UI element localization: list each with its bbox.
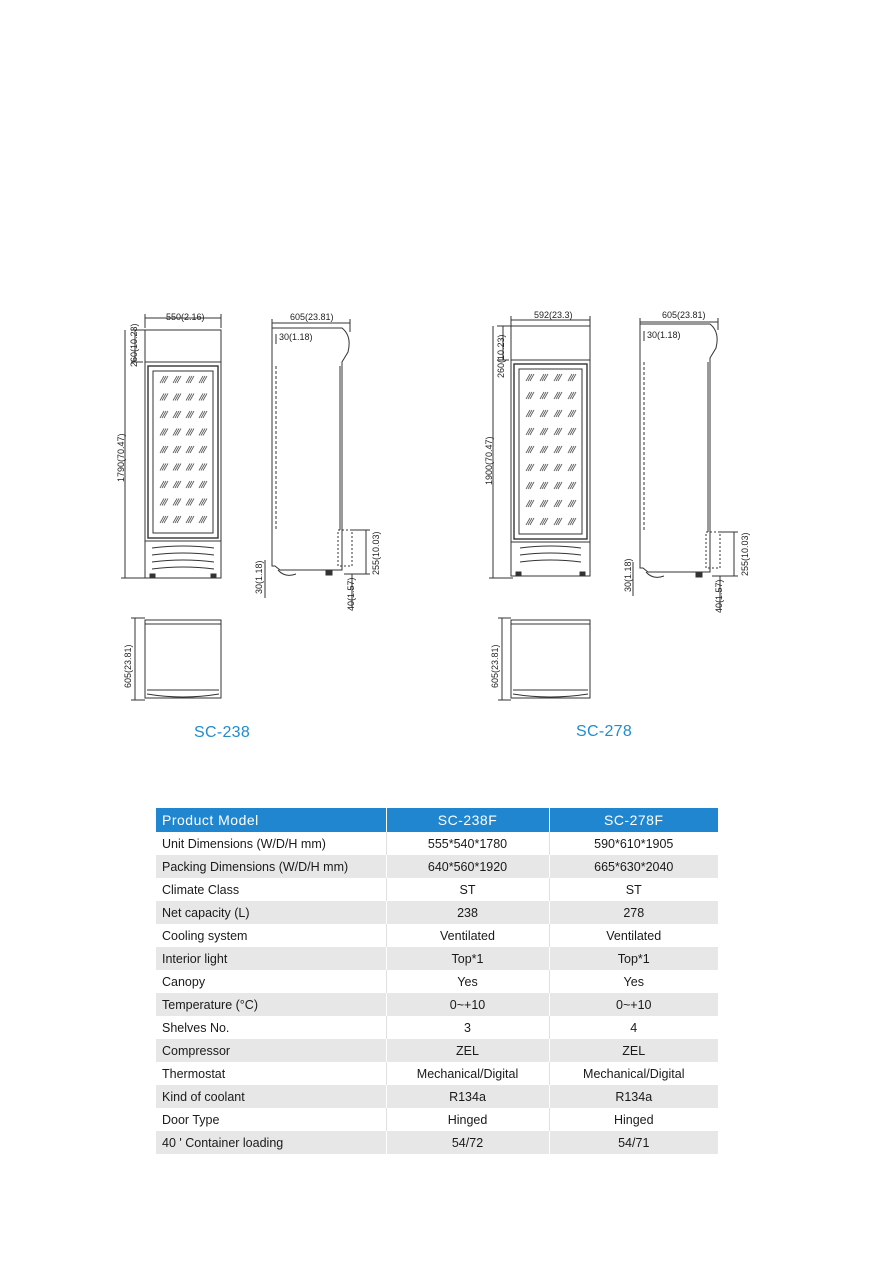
- spec-label: Interior light: [156, 947, 386, 970]
- sc278-canopy-height-dim: 260(10.23): [496, 334, 506, 378]
- table-row: [156, 1085, 718, 1108]
- sc278-base-height-dim: 255(10.03): [740, 532, 750, 576]
- spec-label: Thermostat: [156, 1062, 386, 1085]
- sc238-label: SC-238: [194, 724, 251, 741]
- spec-value: Top*1: [386, 947, 549, 970]
- table-row: [156, 878, 718, 901]
- sc238-base-height-dim: 255(10.03): [371, 531, 381, 575]
- spec-label: Canopy: [156, 970, 386, 993]
- spec-label: Climate Class: [156, 878, 386, 901]
- spec-value: 3: [386, 1016, 549, 1039]
- spec-value: Ventilated: [549, 924, 718, 947]
- spec-label: Kind of coolant: [156, 1085, 386, 1108]
- spec-table: [156, 808, 718, 1154]
- table-row: [156, 901, 718, 924]
- spec-value: 238: [386, 901, 549, 924]
- header-sc278f: SC-278F: [549, 808, 718, 832]
- table-row: [156, 970, 718, 993]
- spec-value: ZEL: [386, 1039, 549, 1062]
- table-row: [156, 1039, 718, 1062]
- sc278-top-depth-dim: 605(23.81): [490, 644, 500, 688]
- header-product-model: Product Model: [156, 808, 386, 832]
- sc278-side-view: [633, 318, 738, 610]
- spec-value: Mechanical/Digital: [549, 1062, 718, 1085]
- spec-label: Shelves No.: [156, 1016, 386, 1039]
- table-row: [156, 1016, 718, 1039]
- sc278-label: SC-278: [576, 723, 633, 740]
- sc238-top-depth-dim: 605(23.81): [123, 644, 133, 688]
- table-row: [156, 1131, 718, 1154]
- spec-value: 640*560*1920: [386, 855, 549, 878]
- sc238-foot-left-dim: 30(1.18): [254, 560, 264, 594]
- sc278-foot-right-dim: 40(1.57): [714, 579, 724, 613]
- spec-value: ZEL: [549, 1039, 718, 1062]
- table-row: [156, 855, 718, 878]
- table-row: [156, 993, 718, 1016]
- spec-label: Unit Dimensions (W/D/H mm): [156, 832, 386, 855]
- spec-value: 555*540*1780: [386, 832, 549, 855]
- spec-value: 54/72: [386, 1131, 549, 1154]
- sc278-side-depth-dim: 605(23.81): [662, 310, 706, 320]
- spec-label: Temperature (°C): [156, 993, 386, 1016]
- header-sc238f: SC-238F: [386, 808, 549, 832]
- table-row: [156, 1108, 718, 1131]
- spec-value: 0~+10: [386, 993, 549, 1016]
- sc238-foot-right-dim: 40(1.57): [346, 577, 356, 611]
- spec-value: Top*1: [549, 947, 718, 970]
- spec-value: R134a: [386, 1085, 549, 1108]
- sc238-canopy-height-dim: 260(10.23): [129, 323, 139, 367]
- sc238-front-width-dim: 550(2.16): [166, 312, 205, 322]
- spec-value: Hinged: [386, 1108, 549, 1131]
- sc238-side-view: [265, 319, 370, 608]
- spec-value: Mechanical/Digital: [386, 1062, 549, 1085]
- table-row: [156, 924, 718, 947]
- spec-value: R134a: [549, 1085, 718, 1108]
- spec-value: Hinged: [549, 1108, 718, 1131]
- spec-label: Cooling system: [156, 924, 386, 947]
- table-row: [156, 947, 718, 970]
- sc238-side-offset-dim: 30(1.18): [279, 332, 313, 342]
- table-row: [156, 1062, 718, 1085]
- sc278-top-view: [498, 618, 590, 700]
- spec-value: 0~+10: [549, 993, 718, 1016]
- spec-value: 4: [549, 1016, 718, 1039]
- spec-value: Ventilated: [386, 924, 549, 947]
- sc278-total-height-dim: 1900(70.47): [484, 436, 494, 485]
- sc278-side-offset-dim: 30(1.18): [647, 330, 681, 340]
- spec-label: Net capacity (L): [156, 901, 386, 924]
- sc238-side-depth-dim: 605(23.81): [290, 312, 334, 322]
- spec-value: 278: [549, 901, 718, 924]
- spec-label: Compressor: [156, 1039, 386, 1062]
- spec-table-header: [156, 808, 718, 832]
- sc238-total-height-dim: 1790(70.47): [116, 433, 126, 482]
- spec-value: 54/71: [549, 1131, 718, 1154]
- spec-value: ST: [549, 878, 718, 901]
- spec-value: Yes: [549, 970, 718, 993]
- spec-label: Packing Dimensions (W/D/H mm): [156, 855, 386, 878]
- spec-value: 665*630*2040: [549, 855, 718, 878]
- spec-label: Door Type: [156, 1108, 386, 1131]
- sc278-front-width-dim: 592(23.3): [534, 310, 573, 320]
- table-row: [156, 832, 718, 855]
- sc278-foot-left-dim: 30(1.18): [623, 558, 633, 592]
- spec-value: ST: [386, 878, 549, 901]
- sc238-top-view: [131, 618, 221, 700]
- spec-label: 40 ' Container loading: [156, 1131, 386, 1154]
- spec-value: Yes: [386, 970, 549, 993]
- spec-value: 590*610*1905: [549, 832, 718, 855]
